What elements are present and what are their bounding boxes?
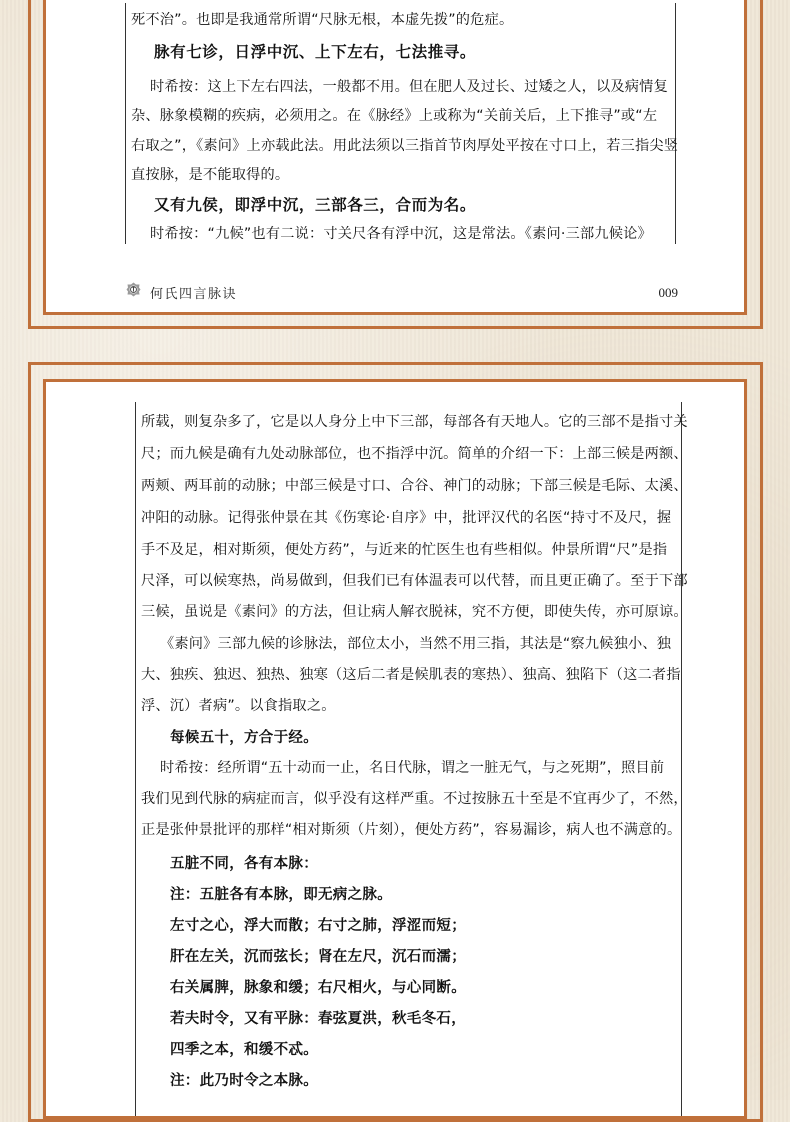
book-title: 何氏四言脉诀 <box>150 287 238 302</box>
text-line: 《素问》三部九候的诊脉法，部位太小，当然不用三指，其法是“察九候独小、独 <box>160 636 672 652</box>
bottom-page-text-block <box>135 402 688 1119</box>
verse-line: 五脏不同，各有本脉： <box>170 856 318 872</box>
annotation-line: 注：五脏各有本脉，即无病之脉。 <box>170 887 392 903</box>
verse-line: 肝在左关，沉而弦长；肾在左尺，沉石而濡； <box>170 949 466 965</box>
text-line: 两颊、两耳前的动脉；中部三候是寸口、合谷、神门的动脉；下部三候是毛际、太溪、 <box>141 478 688 494</box>
page-number: 009 <box>658 285 678 300</box>
text-line: 杂、脉象模糊的疾病，必须用之。在《脉经》上或称为“关前关后，上下推寻”或“左 <box>131 108 658 124</box>
bottom-page <box>43 379 747 1119</box>
text-line: 时希按：这上下左右四法，一般都不用。但在肥人及过长、过矮之人，以及病情复 <box>150 79 668 95</box>
top-page <box>43 0 747 315</box>
verse-line: 每候五十，方合于经。 <box>170 730 318 746</box>
text-line: 冲阳的动脉。记得张仲景在其《伤寒论·自序》中，批评汉代的名医“持寸不及尺，握 <box>141 510 672 526</box>
verse-line: 脉有七诊，日浮中沉、上下左右，七法推寻。 <box>154 43 477 61</box>
verse-line: 若夫时令，又有平脉：春弦夏洪，秋毛冬石， <box>170 1011 466 1027</box>
verse-line: 右关属脾，脉象和缓；右尺相火，与心同断。 <box>170 980 466 996</box>
text-line: 尺；而九候是确有九处动脉部位，也不指浮中沉。简单的介绍一下：上部三候是两额、 <box>141 446 688 462</box>
page-footer <box>121 283 681 303</box>
book-seal-icon <box>126 282 141 297</box>
text-line: 手不及足，相对斯须，便处方药”，与近来的忙医生也有些相似。仲景所谓“尺”是指 <box>141 542 668 558</box>
text-line: 时希按：经所谓“五十动而一止，名日代脉，谓之一脏无气，与之死期”，照目前 <box>160 760 665 776</box>
text-line: 三候，虽说是《素问》的方法，但让病人解衣脱袜，究不方便，即使失传，亦可原谅。 <box>141 604 688 620</box>
text-line: 大、独疾、独迟、独热、独寒（这后二者是候肌表的寒热）、独高、独陷下（这二者指 <box>141 667 681 683</box>
text-line: 右取之”，《素问》上亦载此法。用此法须以三指首节肉厚处平按在寸口上，若三指尖竖 <box>131 138 679 154</box>
text-line: 浮、沉）者病”。以食指取之。 <box>141 698 336 714</box>
text-line: 直按脉，是不能取得的。 <box>131 167 290 183</box>
text-line: 死不治”。也即是我通常所谓“尺脉无根，本虚先拨”的危症。 <box>131 12 514 28</box>
text-line: 尺泽，可以候寒热，尚易做到，但我们已有体温表可以代替，而且更正确了。至于下部 <box>141 573 688 589</box>
annotation-line: 注：此乃时令之本脉。 <box>170 1073 318 1089</box>
verse-line: 左寸之心，浮大而散；右寸之肺，浮涩而短； <box>170 918 466 934</box>
text-line: 正是张仲景批评的那样“相对斯须（片刻），便处方药”，容易漏诊，病人也不满意的。 <box>141 822 682 838</box>
text-line: 时希按：“九候”也有二说：寸关尺各有浮中沉，这是常法。《素问·三部九候论》 <box>150 226 652 242</box>
text-line: 我们见到代脉的病症而言，似乎没有这样严重。不过按脉五十至是不宜再少了，不然， <box>141 791 688 807</box>
text-line: 所载，则复杂多了，它是以人身分上中下三部，每部各有天地人。它的三部不是指寸关 <box>141 414 688 430</box>
verse-line: 又有九侯，即浮中沉，三部各三，合而为名。 <box>154 196 477 214</box>
verse-line: 四季之本，和缓不忒。 <box>170 1042 318 1058</box>
top-page-text-block <box>125 3 679 244</box>
